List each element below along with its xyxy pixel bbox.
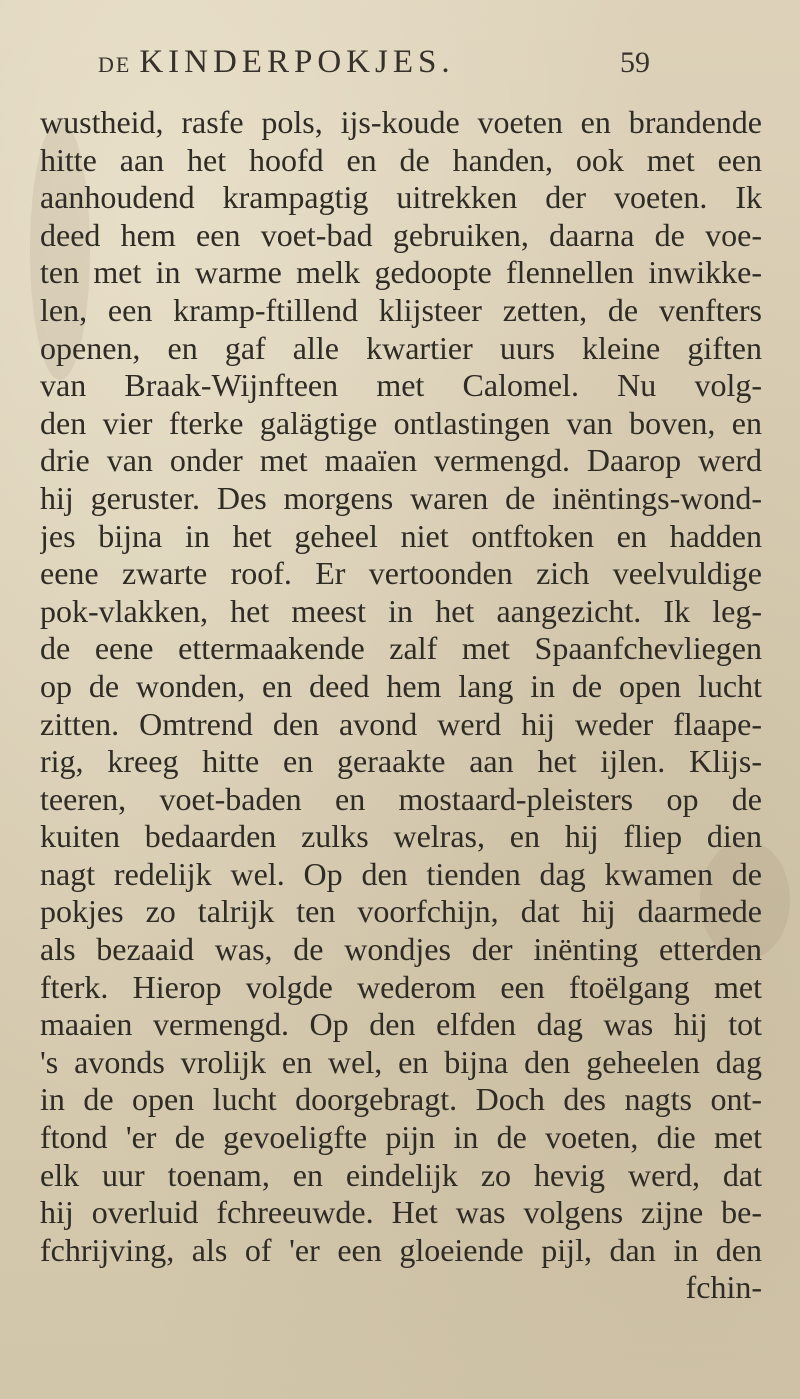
text-line: op de wonden, en deed hem lang in de open lucht (40, 667, 762, 704)
text-line: de eene ettermaakende zalf met Spaanfchevliegen (40, 630, 762, 667)
text-line: fchrijving, als of 'er een gloeiende pijl, dan in den (40, 1231, 762, 1268)
text-line: openen, en gaf alle kwartier uurs kleine giften (40, 329, 762, 366)
text-line: pok-vlakken, het meest in het aangezicht. Ik leg- (40, 592, 762, 629)
text-line: hij geruster. Des morgens waren de inëntings-wond- (40, 479, 762, 516)
text-line: van Braak-Wijnfteen met Calomel. Nu volg- (40, 367, 762, 404)
text-line: ten met in warme melk gedoopte flennellen inwikke- (40, 254, 762, 291)
running-head-title: KINDERPOKJES. (139, 44, 455, 80)
text-line: drie van onder met maaïen vermengd. Daarop werd (40, 442, 762, 479)
text-line: fterk. Hierop volgde wederom een ftoëlgang met (40, 968, 762, 1005)
text-line: rig, kreeg hitte en geraakte aan het ijlen. Klijs- (40, 743, 762, 780)
text-line: eene zwarte roof. Er vertoonden zich veelvuldige (40, 555, 762, 592)
page-number: 59 (620, 46, 650, 79)
text-line: als bezaaid was, de wondjes der inënting etterden (40, 931, 762, 968)
text-line: teeren, voet-baden en mostaard-pleisters op de (40, 780, 762, 817)
body-text (40, 104, 762, 1307)
text-line: hij overluid fchreeuwde. Het was volgens zijne be- (40, 1194, 762, 1231)
catchword: fchin- (685, 1269, 762, 1306)
running-head-prefix: DE (98, 52, 132, 77)
text-line: ftond 'er de gevoeligfte pijn in de voeten, die met (40, 1119, 762, 1156)
text-line: jes bijna in het geheel niet ontftoken en hadden (40, 517, 762, 554)
text-line: elk uur toenam, en eindelijk zo hevig werd, dat (40, 1156, 762, 1193)
text-line: maaien vermengd. Op den elfden dag was hij tot (40, 1006, 762, 1043)
text-line: wustheid, rasfe pols, ijs-koude voeten en brandende (40, 104, 762, 140)
text-line: deed hem een voet-bad gebruiken, daarna de voe- (40, 216, 762, 253)
text-line: zitten. Omtrend den avond werd hij weder flaape- (40, 705, 762, 742)
text-line: pokjes zo talrijk ten voorfchijn, dat hij daarmede (40, 893, 762, 930)
text-line: den vier fterke galägtige ontlastingen van boven, en (40, 404, 762, 441)
text-line: in de open lucht doorgebragt. Doch des nagts ont- (40, 1081, 762, 1118)
text-line: hitte aan het hoofd en de handen, ook met een (40, 141, 762, 178)
text-line: len, een kramp-ftillend klijsteer zetten, de venfters (40, 291, 762, 328)
page-header (0, 40, 800, 90)
text-line: 's avonds vrolijk en wel, en bijna den geheelen dag (40, 1043, 762, 1080)
running-head (98, 44, 455, 81)
text-line: nagt redelijk wel. Op den tienden dag kwamen de (40, 855, 762, 892)
text-line: aanhoudend krampagtig uitrekken der voeten. Ik (40, 179, 762, 216)
text-line: kuiten bedaarden zulks welras, en hij fliep dien (40, 818, 762, 855)
